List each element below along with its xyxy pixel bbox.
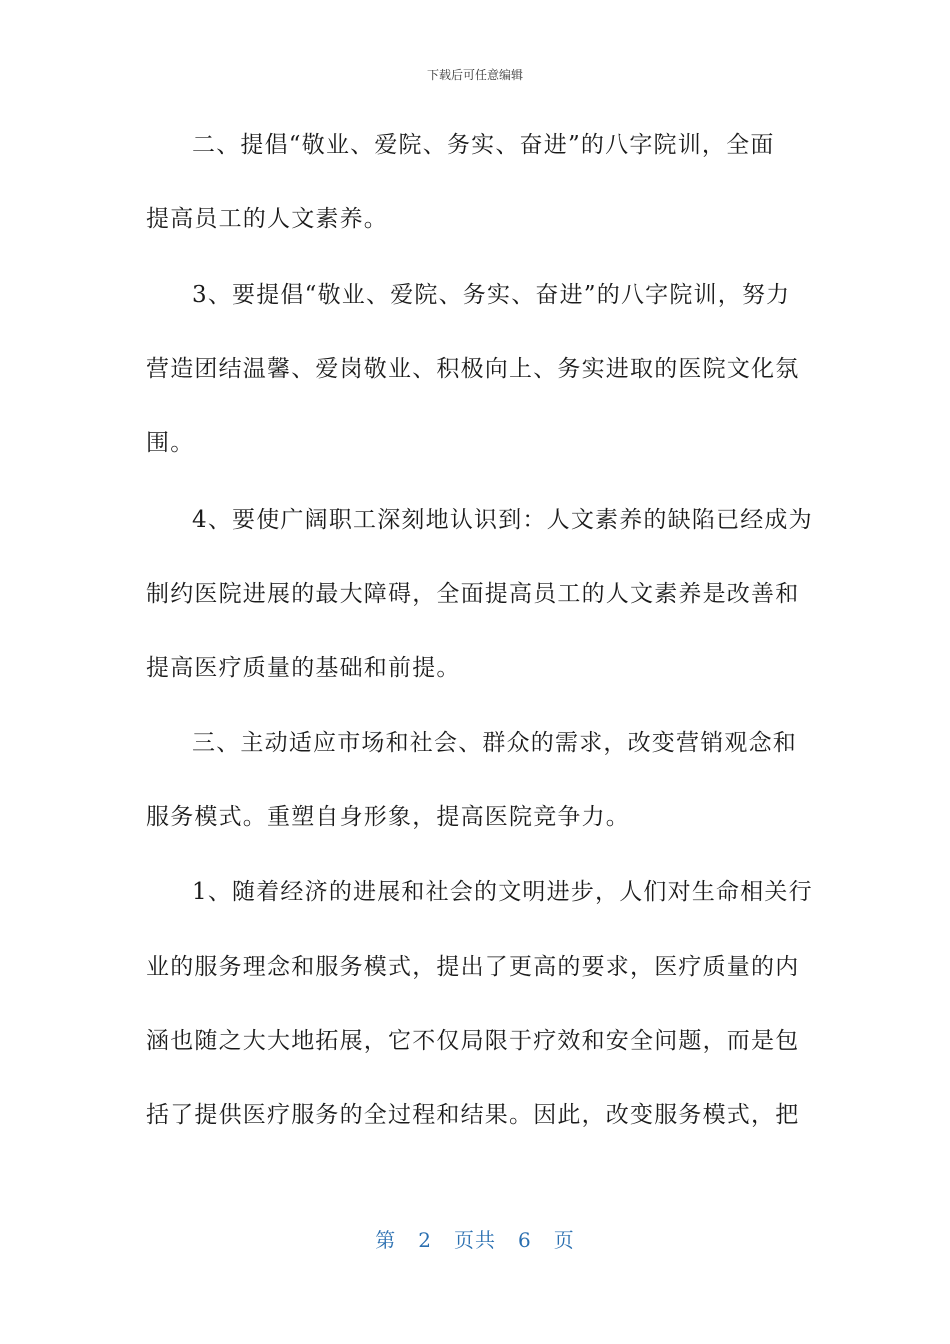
paragraph-line: 3、要提倡“敬业、爱院、务实、奋进”的八字院训，努力	[192, 282, 791, 308]
current-page-number: 2	[418, 1228, 432, 1252]
page-number-footer	[0, 1224, 950, 1253]
footer-prefix: 第	[375, 1228, 397, 1252]
paragraph-line: 1、随着经济的进展和社会的文明进步，人们对生命相关行	[192, 879, 813, 905]
paragraph-line: 二、提倡“敬业、爱院、务实、奋进”的八字院训，全面	[192, 132, 775, 158]
footer-suffix: 页	[553, 1228, 575, 1252]
paragraph-line: 4、要使广阔职工深刻地认识到：人文素养的缺陷已经成为	[192, 507, 813, 533]
paragraph-line: 服务模式。重塑自身形象，提高医院竞争力。	[146, 804, 630, 830]
paragraph-line: 营造团结温馨、爱岗敬业、积极向上、务实进取的医院文化氛	[146, 356, 800, 382]
paragraph-line: 三、主动适应市场和社会、群众的需求，改变营销观念和	[192, 730, 797, 756]
paragraph-line: 涵也随之大大地拓展，它不仅局限于疗效和安全问题，而是包	[146, 1028, 800, 1054]
footer-middle: 页共	[454, 1228, 496, 1252]
total-pages-number: 6	[518, 1228, 532, 1252]
header-note: 下载后可任意编辑	[426, 68, 523, 82]
paragraph-line: 制约医院进展的最大障碍，全面提高员工的人文素养是改善和	[146, 581, 800, 607]
paragraph-line: 围。	[146, 430, 195, 456]
paragraph-line: 业的服务理念和服务模式，提出了更高的要求，医疗质量的内	[146, 954, 800, 980]
paragraph-line: 提高医疗质量的基础和前提。	[146, 655, 461, 681]
paragraph-line: 括了提供医疗服务的全过程和结果。因此，改变服务模式，把	[146, 1102, 800, 1128]
paragraph-line: 提高员工的人文素养。	[146, 206, 388, 232]
